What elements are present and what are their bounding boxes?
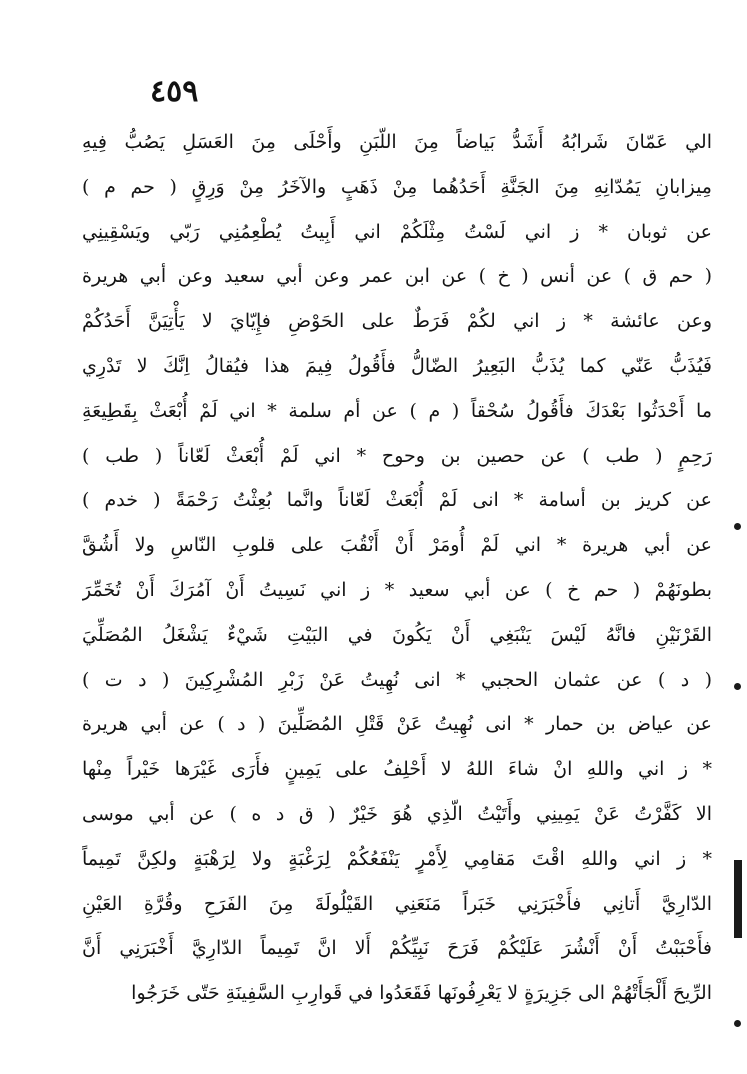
text-line: الا كَفَّرْتُ عَنْ يَمِينِي وأَتَيْتُ الّذِي هُوَ خَيْرٌ ( ق د ه ) عن أبي موسى xyxy=(82,802,712,825)
text-line: * ز اني واللهِ اقْتَ مَقامِي لِأَمْرٍ يَنْفَعُكُمْ لِرَغْبَةٍ ولا لِرَهْبَةٍ ولكِنَّ تَمِيماً xyxy=(82,847,712,870)
text-line: الدّارِيَّ أَتانِي فأَخْبَرَنِي خَبَراً مَنَعَنِي القَيْلُولَةَ مِنَ الفَرَحِ وقُرَّةِ العَيْنِ xyxy=(82,892,712,915)
text-line: بطونَهُمْ ( حم خ ) عن أبي سعيد * ز اني نَسِيتُ أَنْ آمُرَكَ أَنْ تُخَمِّرَ xyxy=(82,578,712,601)
text-line: مِيزابانِ يَمُدّانِهِ مِنَ الجَنَّةِ أَحَدُهُما مِنْ ذَهَبٍ والآخَرُ مِنْ وَرِقٍ ( حم م ) xyxy=(82,175,712,198)
text-line: عن أبي هريرة * اني لَمْ أُومَرْ أَنْ أَنْقُبَ على قلوبِ النّاسِ ولا أَشُقَّ xyxy=(82,534,712,557)
text-line: الي عَمّانَ شَرابُهُ أَشَدُّ بَياضاً مِنَ اللّبَنِ وأَحْلَى مِنَ العَسَلِ يَصُبُّ فِيهِ xyxy=(82,131,712,153)
text-line: فَيُذَبُّ عَنّي كما يُذَبُّ البَعِيرُ الضّالُّ فأَقُولُ فِيمَ هذا فيُقالُ اِنَّكَ لا تَدْرِي xyxy=(82,354,712,377)
text-block xyxy=(82,120,712,1016)
text-line: * ز اني واللهِ انْ شاءَ اللهُ لا أَحْلِفُ على يَمِينٍ فأَرَى غَيْرَها خَيْراً مِنْها xyxy=(82,758,712,781)
binding-mark xyxy=(734,683,741,690)
text-line: رَحِمٍ ( طب ) عن حصين بن وحوح * اني لَمْ أُبْعَثْ لَعّاناً ( طب ) xyxy=(82,444,712,467)
page-number: ٤٥٩ xyxy=(150,74,199,109)
text-line: القَرْنَيْنِ فانَّهُ لَيْسَ يَنْبَغِي أَنْ يَكُونَ في البَيْتِ شَيْءٌ يَشْغَلُ المُصَلِّيَ xyxy=(82,623,712,646)
text-line: فأَحْبَبْتُ أَنْ أَنْشُرَ عَلَيْكُمْ فَرَحَ نَبِيِّكُمْ أَلا انَّ تَمِيماً الدّارِيَّ أَخْبَرَنِي أَنَّ xyxy=(82,937,712,960)
text-line: الرِّيحَ أَلْجَأَتْهُمْ الى جَزِيرَةٍ لا يَعْرِفُونَها فَقَعَدُوا في قَوارِبِ السَّفِينَةِ حَتّى خَرَجُوا xyxy=(131,982,712,1005)
text-line: ( حم ق ) عن أنس ( خ ) عن ابن عمر وعن أبي سعيد وعن أبي هريرة xyxy=(82,265,712,288)
text-line: وعن عائشة * ز اني لكُمْ فَرَطٌ على الحَوْضِ فإِيّايَ لا يَأْتِيَنَّ أَحَدُكُمْ xyxy=(82,310,712,333)
text-line: عن عياض بن حمار * انى نُهِيتُ عَنْ قَتْلِ المُصَلِّينَ ( د ) عن أبي هريرة xyxy=(82,713,712,736)
binding-mark xyxy=(734,523,741,530)
binding-mark xyxy=(734,1020,741,1027)
text-line: ما أَحْدَثُوا بَعْدَكَ فأَقُولُ سُحْقاً ( م ) عن أم سلمة * اني لَمْ أُبْعَثْ بِقَطِيعَةِ xyxy=(82,399,712,422)
text-line: عن كريز بن أسامة * انى لَمْ أُبْعَثْ لَعّاناً وانَّما بُعِثْتُ رَحْمَةً ( خدم ) xyxy=(82,489,712,512)
text-line: عن ثوبان * ز اني لَسْتُ مِثْلَكُمْ اني أَبِيتُ يُطْعِمُنِي رَبّي ويَسْقِينِي xyxy=(82,220,712,243)
binding-edge xyxy=(734,860,742,938)
text-line: ( د ) عن عثمان الحجبي * انى نُهِيتُ عَنْ زَبْرِ المُشْرِكِينَ ( د ت ) xyxy=(82,668,712,691)
